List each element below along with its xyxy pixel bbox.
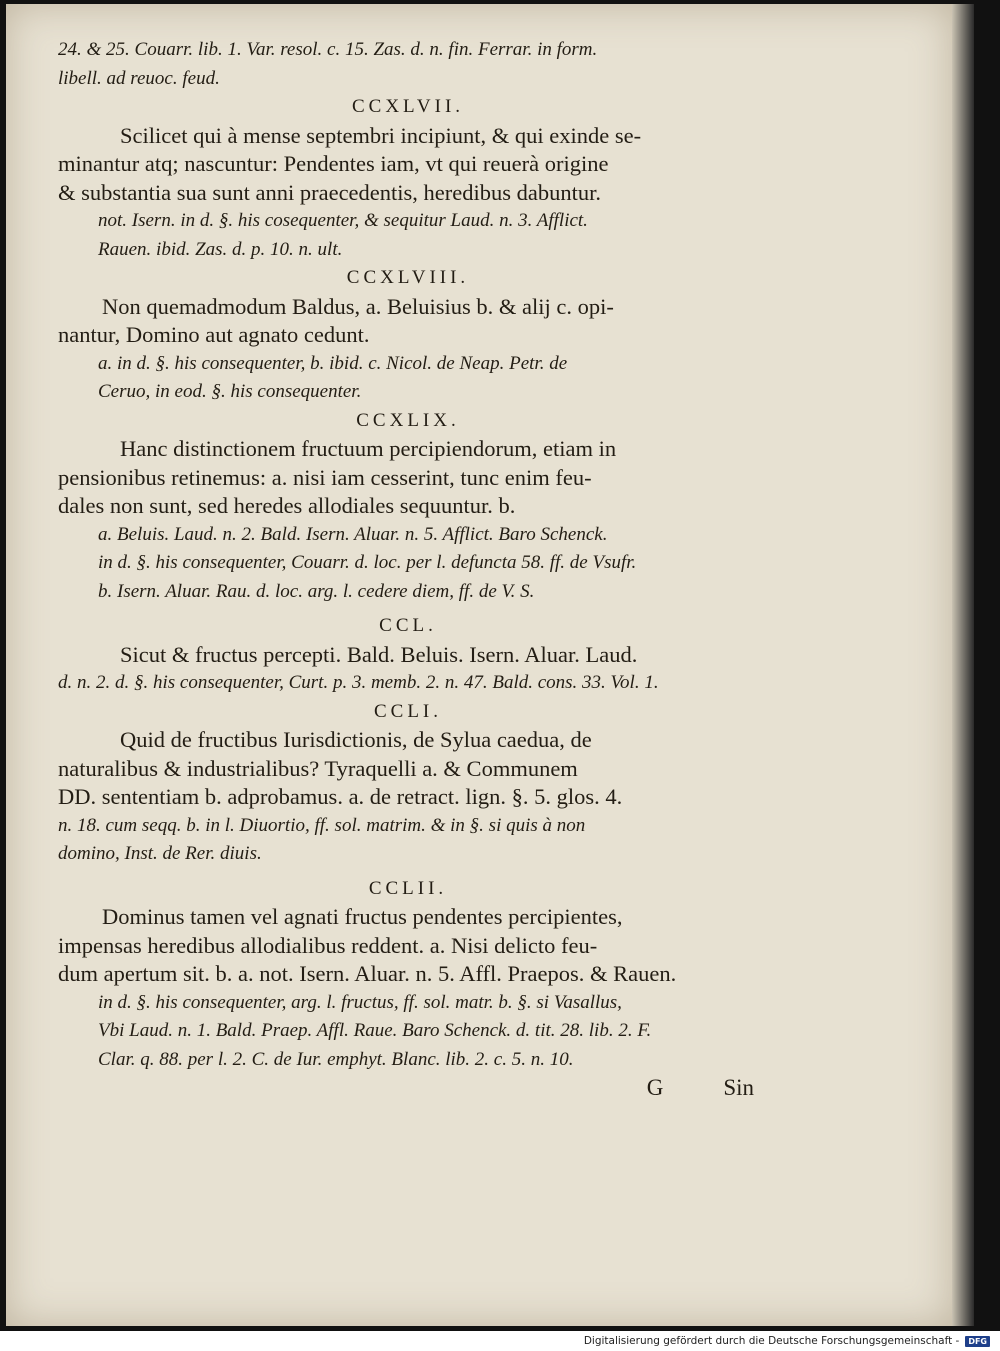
note-line: 24. & 25. Couarr. lib. 1. Var. resol. c. 15. Zas. d. n. fin. Ferrar. in form.: [58, 39, 598, 60]
text-line: Dominus tamen vel agnati fructus pendentes percipientes,: [102, 904, 623, 929]
text-line: minantur atq; nascuntur: Pendentes iam, vt qui reuerà origine: [58, 151, 609, 176]
note-line: Clar. q. 88. per l. 2. C. de Iur. emphyt. Blanc. lib. 2. c. 5. n. 10.: [98, 1048, 574, 1070]
note-line: n. 18. cum seqq. b. in l. Diuortio, ff. sol. matrim. & in §. si quis à non: [58, 814, 586, 836]
section-heading: CCXLVIII.: [346, 267, 470, 288]
text-line: dum apertum sit. b. a. not. Isern. Aluar. n. 5. Affl. Praepos. & Rauen.: [58, 961, 677, 986]
text-line: Sicut & fructus percepti. Bald. Beluis. Isern. Aluar. Laud.: [120, 641, 638, 667]
catchword: Sin: [723, 1075, 754, 1100]
text-line: Scilicet qui à mense septembri incipiunt, & qui exinde se-: [120, 122, 642, 148]
text-line: DD. sententiam b. adprobamus. a. de retract. lign. §. 5. glos. 4.: [58, 784, 623, 809]
text-line: impensas heredibus allodialibus reddent. a. Nisi delicto feu-: [58, 932, 598, 958]
section-heading: CCL.: [379, 615, 437, 636]
note-line: d. n. 2. d. §. his consequenter, Curt. p. 3. memb. 2. n. 47. Bald. cons. 33. Vol. 1.: [58, 672, 659, 693]
note-line: Vbi Laud. n. 1. Bald. Praep. Affl. Raue. Baro Schenck. d. tit. 28. lib. 2. F.: [98, 1020, 652, 1041]
text-line: & substantia sua sunt anni praecedentis, heredibus dabuntur.: [58, 179, 601, 205]
text-line: pensionibus retinemus: a. nisi iam cesserint, tunc enim feu-: [58, 464, 592, 490]
text-line: naturalibus & industrialibus? Tyraquelli a. & Communem: [58, 755, 578, 781]
section-heading: CCXLVII.: [351, 96, 465, 117]
note-line: b. Isern. Aluar. Rau. d. loc. arg. l. cedere diem, ff. de V. S.: [98, 580, 535, 602]
note-line: libell. ad reuoc. feud.: [58, 67, 220, 89]
dfg-logo: DFG: [965, 1336, 990, 1347]
credit-bar: [0, 1331, 1000, 1351]
text-line: Hanc distinctionem fructuum percipiendorum, etiam in: [120, 436, 617, 461]
page-foot: [58, 1074, 758, 1103]
note-line: domino, Inst. de Rer. diuis.: [58, 843, 262, 864]
text-line: Non quemadmodum Baldus, a. Beluisius b. & alij c. opi-: [102, 293, 614, 319]
text-line: Quid de fructibus Iurisdictionis, de Sylua caedua, de: [120, 727, 592, 752]
page-text: [58, 36, 758, 1103]
text-line: dales non sunt, sed heredes allodiales sequuntur. b.: [58, 493, 516, 518]
note-line: a. in d. §. his consequenter, b. ibid. c. Nicol. de Neap. Petr. de: [98, 352, 568, 374]
section-heading: CCLII.: [368, 877, 448, 899]
signature-mark: G: [646, 1075, 664, 1100]
text-line: nantur, Domino aut agnato cedunt.: [58, 322, 370, 347]
note-line: not. Isern. in d. §. his cosequenter, & sequitur Laud. n. 3. Afflict.: [98, 210, 588, 231]
note-line: in d. §. his consequenter, arg. l. fructus, ff. sol. matr. b. §. si Vasallus,: [98, 991, 622, 1013]
note-line: in d. §. his consequenter, Couarr. d. loc. per l. defuncta 58. ff. de Vsufr.: [98, 552, 637, 573]
section-heading: CCXLIX.: [356, 409, 460, 431]
note-line: Ceruo, in eod. §. his consequenter.: [98, 381, 362, 402]
credit-text: Digitalisierung gefördert durch die Deutsche Forschungsgemeinschaft -: [583, 1335, 960, 1347]
note-line: Rauen. ibid. Zas. d. p. 10. n. ult.: [98, 238, 343, 260]
section-heading: CCLI.: [373, 700, 443, 722]
note-line: a. Beluis. Laud. n. 2. Bald. Isern. Aluar. n. 5. Afflict. Baro Schenck.: [98, 523, 608, 545]
